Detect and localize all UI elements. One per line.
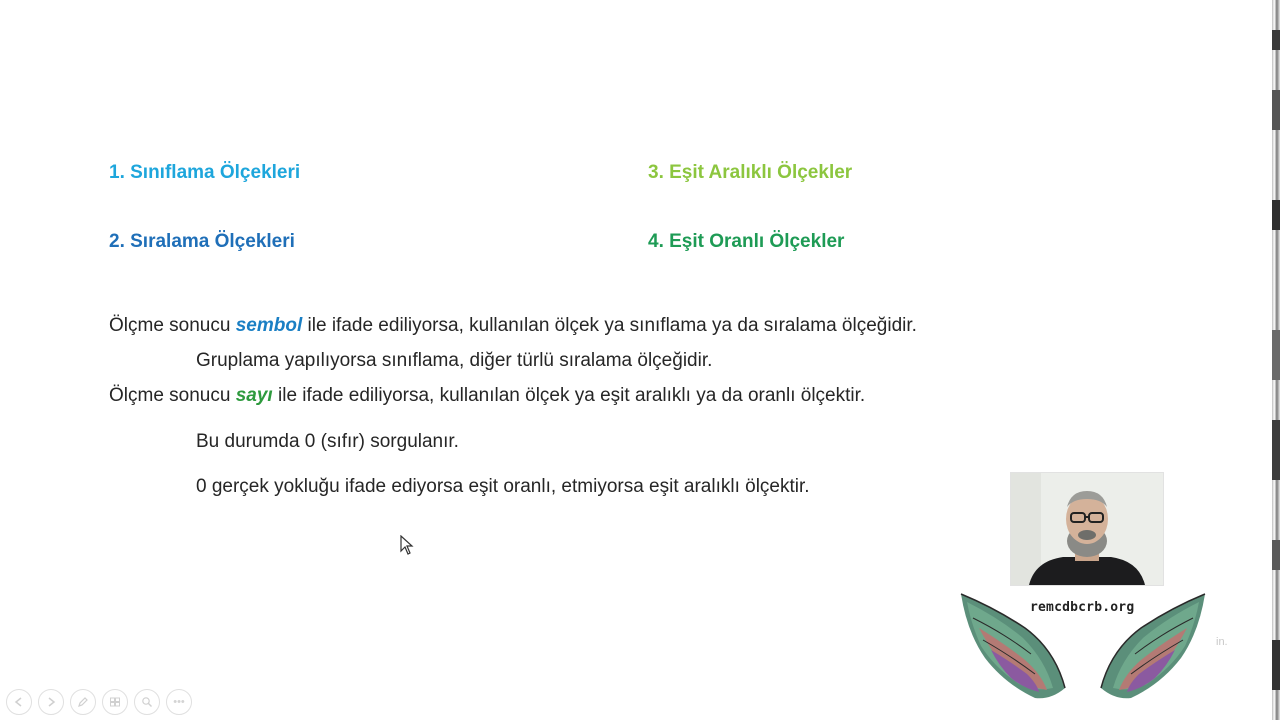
line-text: ile ifade ediliyorsa, kullanılan ölçek ya sınıflama ya da sıralama ölçeğidir. xyxy=(302,315,917,336)
line-text: ile ifade ediliyorsa, kullanılan ölçek ya eşit aralıklı ya da oranlı ölçektir. xyxy=(272,385,866,406)
scale-item-interval: 3. Eşit Aralıklı Ölçekler xyxy=(648,162,853,183)
strip-band xyxy=(1272,90,1280,130)
presenter-toolbar xyxy=(6,689,192,715)
zoom-icon xyxy=(141,696,153,708)
next-icon xyxy=(45,696,57,708)
logo-url-text: remcdbcrb.org xyxy=(1030,600,1135,615)
webcam-video xyxy=(1010,472,1164,586)
pen-icon xyxy=(77,696,89,708)
more-icon: ••• xyxy=(173,696,185,708)
keyword-sayi: sayı xyxy=(235,385,273,406)
previous-slide-button[interactable] xyxy=(6,689,32,715)
strip-band xyxy=(1272,420,1280,480)
mouse-cursor-icon xyxy=(400,535,414,555)
keyword-sembol: sembol xyxy=(235,315,303,336)
line-text: Ölçme sonucu xyxy=(109,385,236,406)
strip-band xyxy=(1272,540,1280,570)
body-line-number xyxy=(109,385,865,407)
body-line-symbol xyxy=(109,315,917,337)
scale-item-ordinal: 2. Sıralama Ölçekleri xyxy=(109,231,295,252)
scale-item-nominal: 1. Sınıflama Ölçekleri xyxy=(109,162,301,183)
body-line-grouping: Gruplama yapılıyorsa sınıflama, diğer türlü sıralama ölçeğidir. xyxy=(196,350,713,371)
next-slide-button[interactable] xyxy=(38,689,64,715)
body-line-zero-query: Bu durumda 0 (sıfır) sorgulanır. xyxy=(196,431,459,452)
see-all-slides-button[interactable] xyxy=(102,689,128,715)
scale-item-ratio: 4. Eşit Oranlı Ölçekler xyxy=(648,231,845,252)
strip-band xyxy=(1272,330,1280,380)
slides-icon xyxy=(109,696,121,708)
body-line-zero-meaning: 0 gerçek yokluğu ifade ediyorsa eşit oranlı, etmiyorsa eşit aralıklı ölçektir. xyxy=(196,476,810,497)
strip-band xyxy=(1272,640,1280,690)
zoom-button[interactable] xyxy=(134,689,160,715)
strip-band xyxy=(1272,30,1280,50)
line-text: Ölçme sonucu xyxy=(109,315,236,336)
more-options-button[interactable] xyxy=(166,689,192,715)
side-video-strip xyxy=(1272,0,1280,720)
strip-band xyxy=(1272,200,1280,230)
corner-watermark-text: in. xyxy=(1216,636,1228,648)
pen-tool-button[interactable] xyxy=(70,689,96,715)
previous-icon xyxy=(13,696,25,708)
